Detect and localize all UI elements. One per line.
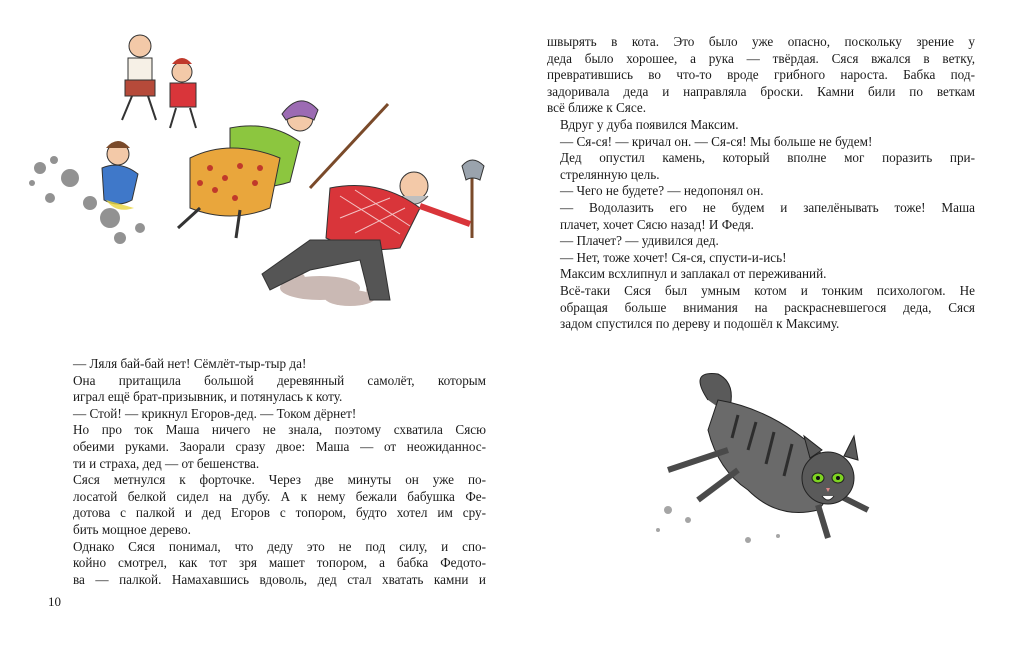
text-line: обращая больше внимания на раскрасневшегося деда, Сяся [560, 299, 975, 315]
text-line: Вдруг у дуба появился Максим. [560, 116, 739, 132]
text-line: лосатой белкой сидел на дубу. А к нему бежали бабушка Фе- [73, 488, 486, 504]
text-line: — Ляля бай-бай нет! Сёмлёт-тыр-тыр да! [73, 356, 307, 371]
text-line: плачет, хочет Сясю назад! И Федя. [560, 216, 754, 232]
text-line: обеими руками. Заорали сразу двое: Маша — от неожиданнос- [73, 438, 486, 454]
paragraph [60, 356, 486, 373]
text-line: Дед опустил камень, который вполне мог поразить при- [560, 150, 975, 166]
text-line: — Плачет? — удивился дед. [560, 233, 719, 249]
right-page-text [547, 34, 975, 333]
paragraph [547, 233, 975, 250]
paragraph [547, 200, 975, 233]
paragraph [547, 150, 975, 183]
text-line: Всё-таки Сяся был умным котом и тонким психологом. Не [560, 282, 975, 298]
text-line: превратившись во что-то вроде грибного нароста. Бабка под- [547, 67, 975, 83]
page-number: 10 [48, 594, 61, 609]
left-page [0, 0, 516, 648]
paragraph [547, 34, 975, 117]
text-line: задоривала деда и направляла броски. Камни били по веткам [547, 83, 975, 99]
text-line: ти и страха, дед — от бешенства. [73, 455, 260, 471]
paragraph [60, 406, 486, 423]
text-line: швырять в кота. Это было уже опасно, поскольку зрение у [547, 34, 975, 49]
text-line: койно смотрел, как тот зря машет топором, а бабка Федото- [73, 555, 486, 571]
chase-scene-illustration-icon [10, 28, 510, 328]
paragraph [60, 373, 486, 406]
text-line: — Чего не будете? — недопонял он. [560, 183, 764, 199]
paragraph [547, 266, 975, 283]
paragraph [60, 422, 486, 472]
paragraph [547, 250, 975, 267]
text-line: всё ближе к Сясе. [547, 100, 646, 116]
left-page-text [60, 356, 486, 588]
text-line: — Нет, тоже хочет! Ся-ся, спусти-и-ись! [560, 249, 787, 265]
text-line: задом спустился по дереву и подошёл к Максиму. [560, 316, 840, 332]
text-line: Сяся метнулся к форточке. Через две минуты он уже по- [73, 472, 486, 488]
text-line: дотова с палкой и дед Егоров с топором, будто хотел им сру- [73, 505, 486, 521]
paragraph [60, 472, 486, 538]
paragraph [547, 183, 975, 200]
paragraph [547, 117, 975, 134]
paragraph [60, 539, 486, 589]
text-line: — Стой! — крикнул Егоров-дед. — Током дёрнет! [73, 405, 357, 421]
text-line: — Ся-ся! — кричал он. — Ся-ся! Мы больше не будем! [560, 133, 873, 149]
paragraph [547, 283, 975, 333]
text-line: Она притащила большой деревянный самолёт, которым [73, 372, 486, 388]
text-line: Однако Сяся понимал, что деду это не под силу, и спо- [73, 538, 486, 554]
text-line: бить мощное дерево. [73, 521, 191, 537]
text-line: — Водолазить его не будем и запелёнывать тоже! Маша [560, 199, 975, 215]
paragraph [547, 134, 975, 151]
text-line: стрелянную цель. [560, 166, 660, 182]
text-line: ва — палкой. Намахавшись вдоволь, дед стал хватать камни и [73, 571, 486, 587]
text-line: Но про ток Маша ничего не знала, поэтому схватила Сясю [73, 422, 486, 438]
running-cat-illustration-icon [628, 360, 888, 560]
text-line: Максим всхлипнул и заплакал от переживаний. [560, 266, 827, 282]
text-line: деда было хорошее, а рука — твёрдая. Сяся вжался в ветку, [547, 50, 975, 66]
text-line: играл ещё брат-призывник, и потянулась к коту. [73, 389, 343, 405]
